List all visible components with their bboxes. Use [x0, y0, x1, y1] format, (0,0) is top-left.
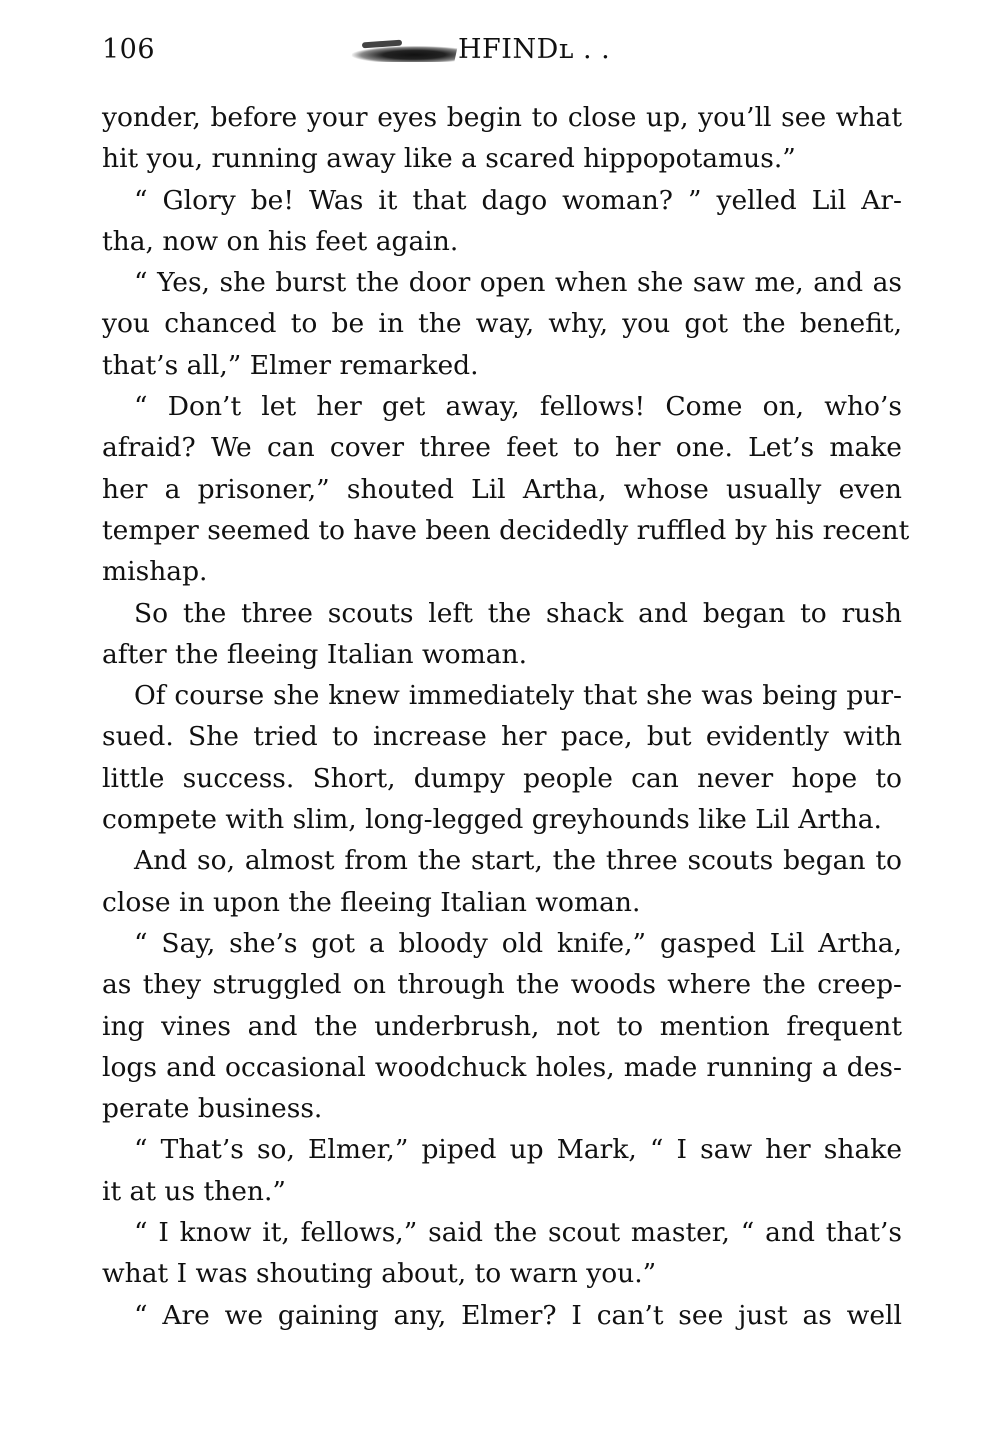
- text-line: as they struggled on through the woods where the creep-: [102, 969, 902, 1001]
- text-line: And so, almost from the start, the three scouts began to: [134, 845, 902, 877]
- text-line: mishap.: [102, 556, 208, 588]
- text-line: So the three scouts left the shack and began to rush: [134, 597, 902, 629]
- text-line: close in upon the fleeing Italian woman.: [102, 886, 641, 918]
- text-line: afraid? We can cover three feet to her one. Let’s make: [102, 432, 902, 464]
- text-line: “ I know it, fellows,” said the scout master, “ and that’s: [134, 1217, 902, 1249]
- text-line: “ Say, she’s got a bloody old knife,” gasped Lil Artha,: [134, 927, 902, 959]
- text-line: “ Are we gaining any, Elmer? I can’t see just as well: [134, 1299, 902, 1331]
- text-line: sued. She tried to increase her pace, but evidently with: [102, 721, 902, 753]
- page-number: 106: [102, 34, 156, 65]
- text-line: “ Don’t let her get away, fellows! Come on, who’s: [134, 391, 902, 423]
- text-line: after the fleeing Italian woman.: [102, 638, 528, 670]
- running-title: HFINDʟ . .: [458, 34, 611, 65]
- running-head: [100, 34, 905, 78]
- text-line: her a prisoner,” shouted Lil Artha, whose usually even: [102, 473, 902, 505]
- text-line: perate business.: [102, 1093, 323, 1125]
- text-line: yonder, before your eyes begin to close up, you’ll see what: [102, 102, 902, 133]
- text-line: ing vines and the underbrush, not to mention frequent: [102, 1010, 902, 1042]
- text-line: compete with slim, long-legged greyhounds like Lil Artha.: [102, 804, 882, 836]
- text-line: that’s all,” Elmer remarked.: [102, 349, 479, 381]
- text-line: “ That’s so, Elmer,” piped up Mark, “ I saw her shake: [134, 1134, 902, 1166]
- ink-smudge: [350, 46, 457, 62]
- text-line: temper seemed to have been decidedly ruffled by his recent: [102, 514, 910, 546]
- text-line: “ Yes, she burst the door open when she saw me, and as: [134, 267, 902, 299]
- text-line: hit you, running away like a scared hippopotamus.”: [102, 143, 796, 175]
- text-line: logs and occasional woodchuck holes, made running a des-: [102, 1051, 902, 1083]
- text-line: it at us then.”: [102, 1175, 286, 1207]
- text-line: little success. Short, dumpy people can never hope to: [102, 762, 902, 794]
- text-line: tha, now on his feet again.: [102, 225, 459, 257]
- text-line: what I was shouting about, to warn you.”: [102, 1258, 657, 1290]
- text-line: Of course she knew immediately that she was being pur-: [134, 680, 902, 712]
- text-line: you chanced to be in the way, why, you got the benefit,: [102, 308, 902, 340]
- text-line: “ Glory be! Was it that dago woman? ” yelled Lil Ar-: [134, 184, 902, 216]
- body-text: [102, 97, 910, 1336]
